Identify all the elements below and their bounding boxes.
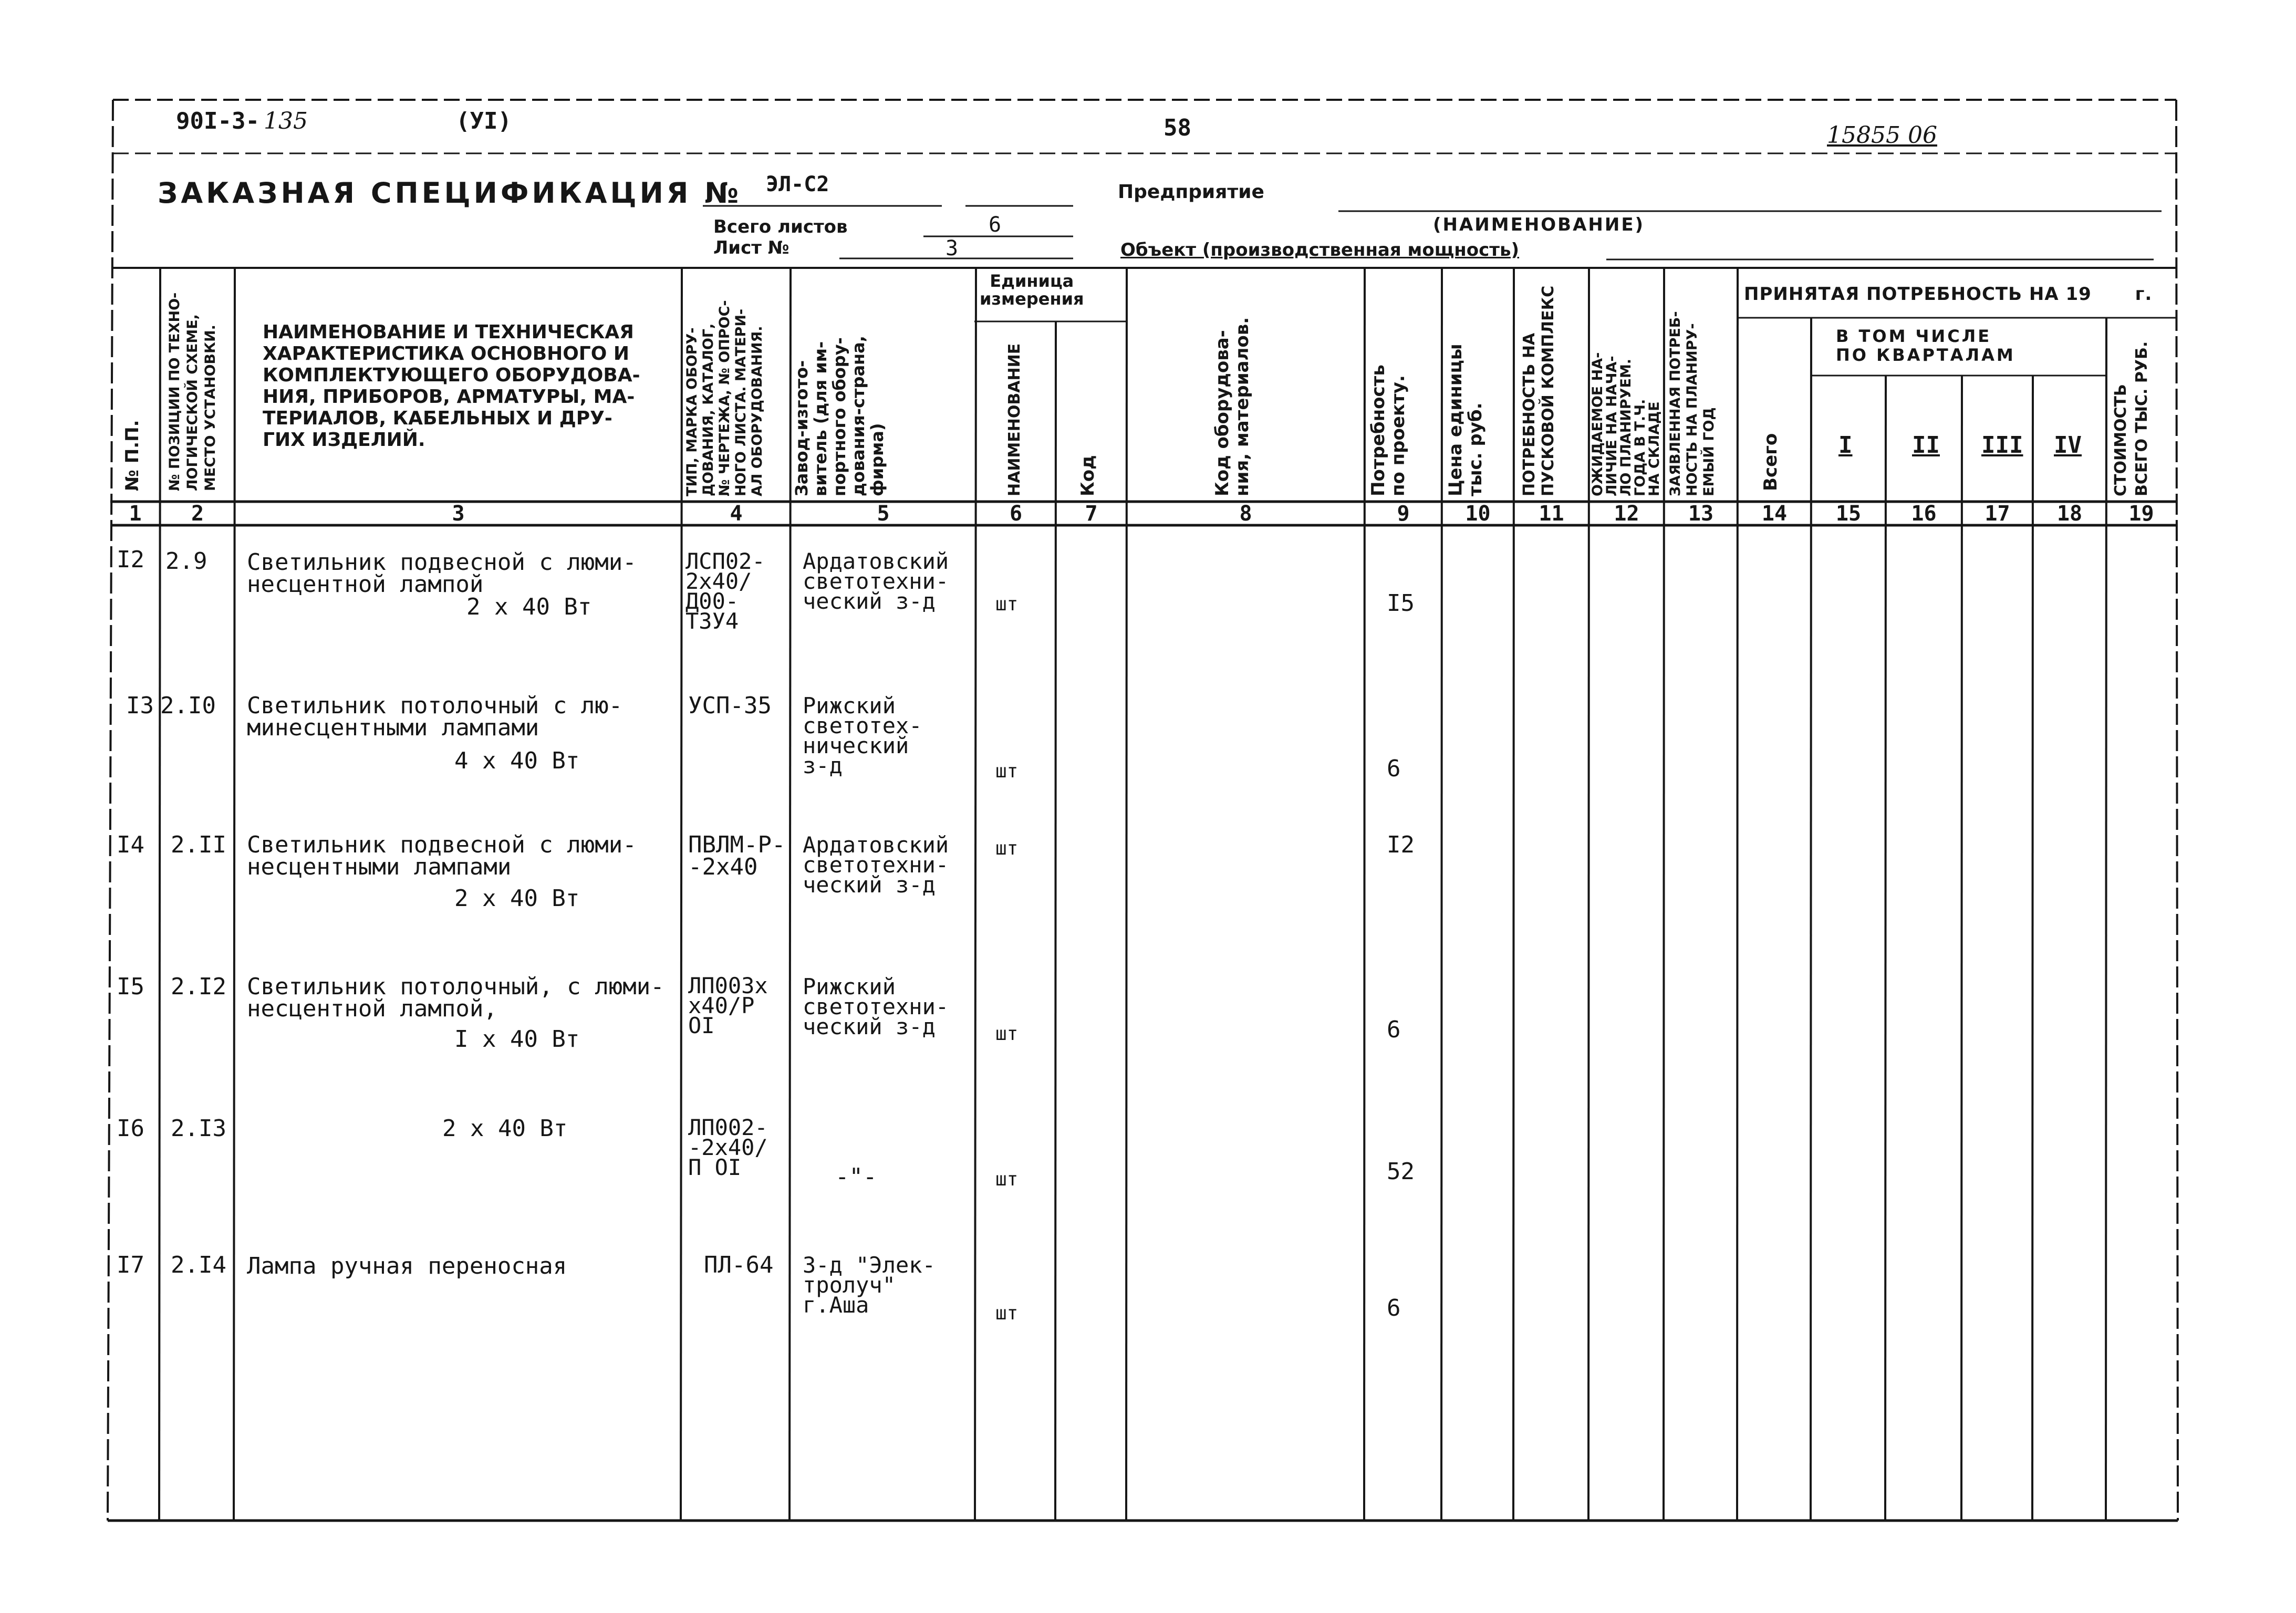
- row-type: ЛП003x x40/Р OI: [688, 973, 768, 1038]
- enterprise-caption: (НАИМЕНОВАНИЕ): [1433, 214, 1645, 235]
- colnum-16: 16: [1911, 502, 1937, 526]
- header-unit-price: Цена единицы тыс. руб.: [1445, 344, 1486, 496]
- header-row-number: № П.П.: [122, 420, 143, 491]
- colnum-3: 3: [452, 502, 465, 526]
- row-position: 2.I2: [171, 973, 226, 1000]
- row-description: Лампа ручная переносная: [247, 1253, 567, 1279]
- row-quantity: I5: [1387, 590, 1415, 617]
- row-number: I6: [117, 1115, 144, 1142]
- row-unit: шт: [995, 1169, 1019, 1190]
- header-quarter-1: I: [1838, 432, 1853, 459]
- header-unit-group: Единица измерения: [980, 271, 1084, 309]
- colnum-11: 11: [1539, 502, 1564, 526]
- row-number: I3: [126, 692, 154, 719]
- row-type: УСП-35: [688, 692, 772, 719]
- album-number: 15855 06: [1827, 122, 1937, 149]
- spec-number: ЭЛ-С2: [766, 172, 829, 196]
- row-type: ПЛ-64: [704, 1252, 774, 1278]
- row-power: 2 x 40 Вт: [454, 885, 580, 912]
- header-startup-need: ПОТРЕБНОСТЬ НА ПУСКОВОЙ КОМПЛЕКС: [1520, 285, 1557, 496]
- row-type: ПВЛМ-Р- -2x40: [688, 831, 786, 880]
- enterprise-label: Предприятие: [1118, 181, 1264, 203]
- colnum-12: 12: [1614, 502, 1639, 526]
- colnum-5: 5: [877, 502, 890, 526]
- row-unit: шт: [995, 761, 1019, 782]
- row-power: I x 40 Вт: [454, 1026, 580, 1053]
- row-position: 2.I4: [171, 1252, 226, 1278]
- row-power: 2 x 40 Вт: [466, 594, 592, 620]
- colnum-18: 18: [2056, 502, 2083, 526]
- sheets-total-value: 6: [989, 213, 1002, 237]
- header-manufacturer: Завод-изгото- витель (для им- портного обору- дования-страна, фирма): [792, 336, 887, 496]
- row-unit: шт: [995, 1023, 1019, 1045]
- colnum-10: 10: [1465, 502, 1491, 526]
- colnum-2: 2: [191, 502, 204, 526]
- header-equipment-code: Код оборудова- ния, материалов.: [1212, 317, 1253, 496]
- document-section: (УI): [456, 108, 512, 134]
- row-position: 2.9: [165, 548, 207, 575]
- row-type: ЛСП02- 2x40/ Д00- ТЗУ4: [685, 548, 765, 634]
- header-quarter-4: IV: [2054, 432, 2082, 459]
- colnum-7: 7: [1085, 502, 1098, 526]
- row-manufacturer: -"-: [835, 1163, 877, 1190]
- row-description: Светильник потолочный с лю- минесцентными лампами: [247, 692, 623, 741]
- header-expected-stock: ОЖИДАЕМОЕ НА- ЛИЧИЕ НА НАЧА- ЛО ПЛАНИРУЕМ. ГОДА В Т.Ч. НА СКЛАДЕ: [1589, 352, 1663, 496]
- row-description: Светильник потолочный, с люми- несцентной лампой,: [247, 973, 664, 1022]
- row-manufacturer: Ардатовский светотехни- ческий з-д: [803, 832, 949, 898]
- row-unit: шт: [995, 838, 1019, 859]
- header-project-need: Потребность по проекту.: [1368, 365, 1409, 496]
- row-quantity: I2: [1387, 831, 1415, 858]
- header-by-quarters: В ТОМ ЧИСЛЕ ПО КВАРТАЛАМ: [1836, 326, 2016, 365]
- header-quarter-2: II: [1912, 432, 1940, 459]
- header-unit-name: НАИМЕНОВАНИЕ: [1005, 343, 1024, 496]
- row-manufacturer: Ардатовский светотехни- ческий з-д: [803, 548, 949, 614]
- colnum-8: 8: [1239, 502, 1252, 526]
- row-power: 4 x 40 Вт: [454, 747, 580, 774]
- colnum-4: 4: [730, 502, 743, 526]
- header-accepted-label: ПРИНЯТАЯ ПОТРЕБНОСТЬ НА 19: [1744, 284, 2092, 305]
- row-manufacturer: З-д "Элек- тролуч" г.Аша: [803, 1252, 936, 1318]
- colnum-1: 1: [129, 502, 142, 526]
- row-number: I4: [117, 831, 144, 858]
- page-title: ЗАКАЗНАЯ СПЕЦИФИКАЦИЯ №: [158, 176, 742, 210]
- colnum-13: 13: [1688, 502, 1714, 526]
- header-accepted-year-suffix: г.: [2135, 284, 2153, 305]
- row-number: I7: [117, 1252, 144, 1278]
- sheet-label: Лист №: [713, 237, 789, 258]
- header-total-cost: СТОИМОСТЬ ВСЕГО ТЫС. РУБ.: [2112, 341, 2151, 496]
- row-manufacturer: Рижский светотехни- ческий з-д: [803, 974, 949, 1039]
- document-code-prefix: 90I-3-: [176, 108, 259, 134]
- row-position: 2.II: [171, 831, 226, 858]
- row-quantity: 52: [1387, 1158, 1415, 1185]
- row-quantity: 6: [1387, 1295, 1401, 1321]
- row-number: I2: [117, 546, 144, 573]
- row-quantity: 6: [1387, 1016, 1401, 1043]
- colnum-14: 14: [1761, 502, 1788, 526]
- page-number: 58: [1163, 115, 1191, 141]
- row-number: I5: [117, 973, 144, 1000]
- colnum-9: 9: [1397, 502, 1410, 526]
- row-description: Светильник подвесной с люми- несцентной лампой: [247, 549, 637, 598]
- colnum-15: 15: [1835, 502, 1862, 526]
- colnum-19: 19: [2128, 502, 2154, 526]
- object-label: Объект (производственная мощность): [1120, 240, 1520, 261]
- header-total: Всего: [1760, 433, 1781, 491]
- document-code-handwritten: 135: [263, 108, 308, 134]
- document-code: [176, 108, 308, 134]
- header-declared-need: ЗАЯВЛЕННАЯ ПОТРЕБ- НОСТЬ НА ПЛАНИРУ- ЕМЫЙ ГОД: [1667, 311, 1717, 496]
- header-quarter-3: III: [1981, 432, 2023, 459]
- row-position: 2.I3: [171, 1115, 226, 1142]
- row-manufacturer: Рижский светотех- нический з-д: [803, 693, 922, 778]
- header-accepted-need: [1744, 284, 2152, 305]
- row-power: 2 x 40 Вт: [442, 1115, 568, 1142]
- header-unit-code: Код: [1077, 455, 1098, 496]
- row-quantity: 6: [1387, 755, 1401, 782]
- sheet-number-value: 3: [946, 236, 959, 261]
- colnum-17: 17: [1985, 502, 2010, 526]
- sheets-total-label: Всего листов: [713, 216, 848, 237]
- row-description: Светильник подвесной с люми- несцентными лампами: [247, 831, 637, 880]
- header-type-brand: ТИП, МАРКА ОБОРУ- ДОВАНИЯ, КАТАЛОГ, № ЧЕРТЕЖА, № ОПРОС- НОГО ЛИСТА. МАТЕРИ- АЛ ОБОРУДОВАНИЯ.: [684, 300, 765, 496]
- row-unit: шт: [995, 594, 1019, 615]
- colnum-6: 6: [1009, 502, 1023, 526]
- header-position: № ПОЗИЦИИ ПО ТЕХНО- ЛОГИЧЕСКОЙ СХЕМЕ, МЕСТО УСТАНОВКИ.: [167, 292, 219, 491]
- row-unit: шт: [995, 1303, 1019, 1324]
- header-description: НАИМЕНОВАНИЕ И ТЕХНИЧЕСКАЯ ХАРАКТЕРИСТИКА ОСНОВНОГО И КОМПЛЕКТУЮЩЕГО ОБОРУДОВА- НИЯ, ПРИБОРОВ, АРМАТУРЫ, МА- ТЕРИАЛОВ, КАБЕЛЬНЫХ И ДРУ- ГИХ ИЗДЕЛИЙ.: [263, 321, 640, 451]
- row-position: 2.I0: [160, 692, 216, 719]
- row-type: ЛП002- -2x40/ П OI: [688, 1115, 768, 1180]
